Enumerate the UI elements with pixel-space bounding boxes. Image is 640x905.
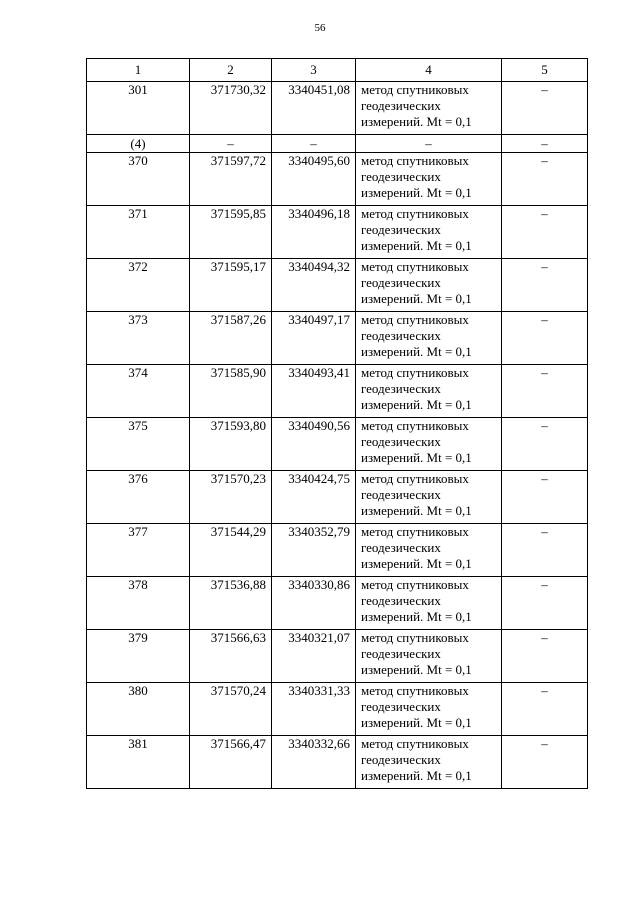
method-line: геодезических <box>361 593 441 608</box>
note-cell: – <box>502 365 588 418</box>
method-line: измерений. Mt = 0,1 <box>361 503 472 518</box>
y-coordinate-cell: 3340494,32 <box>272 259 356 312</box>
x-coordinate-cell: – <box>190 135 272 153</box>
method-cell <box>356 82 502 135</box>
point-number-cell: (4) <box>87 135 190 153</box>
y-coordinate-cell: 3340424,75 <box>272 471 356 524</box>
column-header: 2 <box>190 59 272 82</box>
point-number-cell: 377 <box>87 524 190 577</box>
point-number-cell: 373 <box>87 312 190 365</box>
note-cell: – <box>502 135 588 153</box>
table-row <box>87 365 588 418</box>
x-coordinate-cell: 371585,90 <box>190 365 272 418</box>
table-row <box>87 206 588 259</box>
method-line: измерений. Mt = 0,1 <box>361 238 472 253</box>
note-cell: – <box>502 683 588 736</box>
method-line: метод спутниковых <box>361 82 469 97</box>
point-number-cell: 379 <box>87 630 190 683</box>
note-cell: – <box>502 153 588 206</box>
method-cell <box>356 524 502 577</box>
table-row <box>87 312 588 365</box>
method-cell <box>356 683 502 736</box>
method-line: измерений. Mt = 0,1 <box>361 397 472 412</box>
method-line: геодезических <box>361 752 441 767</box>
point-number-cell: 301 <box>87 82 190 135</box>
method-line: метод спутниковых <box>361 524 469 539</box>
method-cell <box>356 471 502 524</box>
method-cell: – <box>356 135 502 153</box>
x-coordinate-cell: 371570,23 <box>190 471 272 524</box>
method-line: метод спутниковых <box>361 206 469 221</box>
x-coordinate-cell: 371544,29 <box>190 524 272 577</box>
y-coordinate-cell: 3340493,41 <box>272 365 356 418</box>
method-cell <box>356 736 502 789</box>
y-coordinate-cell: 3340451,08 <box>272 82 356 135</box>
table-row <box>87 524 588 577</box>
column-header: 4 <box>356 59 502 82</box>
method-line: метод спутниковых <box>361 630 469 645</box>
y-coordinate-cell: – <box>272 135 356 153</box>
method-line: метод спутниковых <box>361 153 469 168</box>
note-cell: – <box>502 206 588 259</box>
point-number-cell: 380 <box>87 683 190 736</box>
y-coordinate-cell: 3340496,18 <box>272 206 356 259</box>
method-line: измерений. Mt = 0,1 <box>361 344 472 359</box>
note-cell: – <box>502 577 588 630</box>
coordinates-table <box>86 58 588 789</box>
method-line: метод спутниковых <box>361 736 469 751</box>
method-line: измерений. Mt = 0,1 <box>361 185 472 200</box>
x-coordinate-cell: 371597,72 <box>190 153 272 206</box>
method-cell <box>356 153 502 206</box>
x-coordinate-cell: 371570,24 <box>190 683 272 736</box>
column-header: 5 <box>502 59 588 82</box>
x-coordinate-cell: 371595,85 <box>190 206 272 259</box>
table-row <box>87 418 588 471</box>
note-cell: – <box>502 524 588 577</box>
table-row <box>87 82 588 135</box>
method-line: метод спутниковых <box>361 365 469 380</box>
table-row <box>87 736 588 789</box>
table-row <box>87 630 588 683</box>
method-line: геодезических <box>361 222 441 237</box>
point-number-cell: 371 <box>87 206 190 259</box>
table-row-gap <box>87 135 588 153</box>
table-row <box>87 259 588 312</box>
table-row <box>87 471 588 524</box>
method-line: измерений. Mt = 0,1 <box>361 450 472 465</box>
method-line: геодезических <box>361 381 441 396</box>
method-cell <box>356 418 502 471</box>
y-coordinate-cell: 3340331,33 <box>272 683 356 736</box>
method-line: геодезических <box>361 540 441 555</box>
method-line: геодезических <box>361 646 441 661</box>
y-coordinate-cell: 3340495,60 <box>272 153 356 206</box>
method-line: геодезических <box>361 434 441 449</box>
x-coordinate-cell: 371566,63 <box>190 630 272 683</box>
method-line: измерений. Mt = 0,1 <box>361 556 472 571</box>
method-line: геодезических <box>361 98 441 113</box>
note-cell: – <box>502 82 588 135</box>
y-coordinate-cell: 3340352,79 <box>272 524 356 577</box>
x-coordinate-cell: 371730,32 <box>190 82 272 135</box>
x-coordinate-cell: 371593,80 <box>190 418 272 471</box>
method-cell <box>356 312 502 365</box>
point-number-cell: 372 <box>87 259 190 312</box>
method-line: геодезических <box>361 169 441 184</box>
method-line: метод спутниковых <box>361 683 469 698</box>
note-cell: – <box>502 418 588 471</box>
method-line: измерений. Mt = 0,1 <box>361 662 472 677</box>
method-line: геодезических <box>361 275 441 290</box>
method-cell <box>356 259 502 312</box>
y-coordinate-cell: 3340332,66 <box>272 736 356 789</box>
point-number-cell: 370 <box>87 153 190 206</box>
method-line: геодезических <box>361 699 441 714</box>
method-line: геодезических <box>361 328 441 343</box>
method-line: измерений. Mt = 0,1 <box>361 609 472 624</box>
method-cell <box>356 365 502 418</box>
x-coordinate-cell: 371595,17 <box>190 259 272 312</box>
method-cell <box>356 577 502 630</box>
y-coordinate-cell: 3340330,86 <box>272 577 356 630</box>
page-number: 56 <box>314 22 326 34</box>
note-cell: – <box>502 736 588 789</box>
point-number-cell: 378 <box>87 577 190 630</box>
method-cell <box>356 630 502 683</box>
note-cell: – <box>502 630 588 683</box>
table-row <box>87 153 588 206</box>
table-body <box>87 82 588 789</box>
x-coordinate-cell: 371566,47 <box>190 736 272 789</box>
point-number-cell: 376 <box>87 471 190 524</box>
note-cell: – <box>502 471 588 524</box>
note-cell: – <box>502 312 588 365</box>
point-number-cell: 375 <box>87 418 190 471</box>
method-cell <box>356 206 502 259</box>
table-row <box>87 683 588 736</box>
note-cell: – <box>502 259 588 312</box>
point-number-cell: 374 <box>87 365 190 418</box>
method-line: измерений. Mt = 0,1 <box>361 291 472 306</box>
method-line: метод спутниковых <box>361 312 469 327</box>
method-line: метод спутниковых <box>361 577 469 592</box>
column-header: 3 <box>272 59 356 82</box>
method-line: измерений. Mt = 0,1 <box>361 768 472 783</box>
method-line: измерений. Mt = 0,1 <box>361 114 472 129</box>
method-line: измерений. Mt = 0,1 <box>361 715 472 730</box>
method-line: геодезических <box>361 487 441 502</box>
method-line: метод спутниковых <box>361 471 469 486</box>
method-line: метод спутниковых <box>361 418 469 433</box>
y-coordinate-cell: 3340321,07 <box>272 630 356 683</box>
y-coordinate-cell: 3340490,56 <box>272 418 356 471</box>
column-header: 1 <box>87 59 190 82</box>
x-coordinate-cell: 371587,26 <box>190 312 272 365</box>
method-line: метод спутниковых <box>361 259 469 274</box>
point-number-cell: 381 <box>87 736 190 789</box>
table-header-row <box>87 59 588 82</box>
y-coordinate-cell: 3340497,17 <box>272 312 356 365</box>
table-row <box>87 577 588 630</box>
x-coordinate-cell: 371536,88 <box>190 577 272 630</box>
